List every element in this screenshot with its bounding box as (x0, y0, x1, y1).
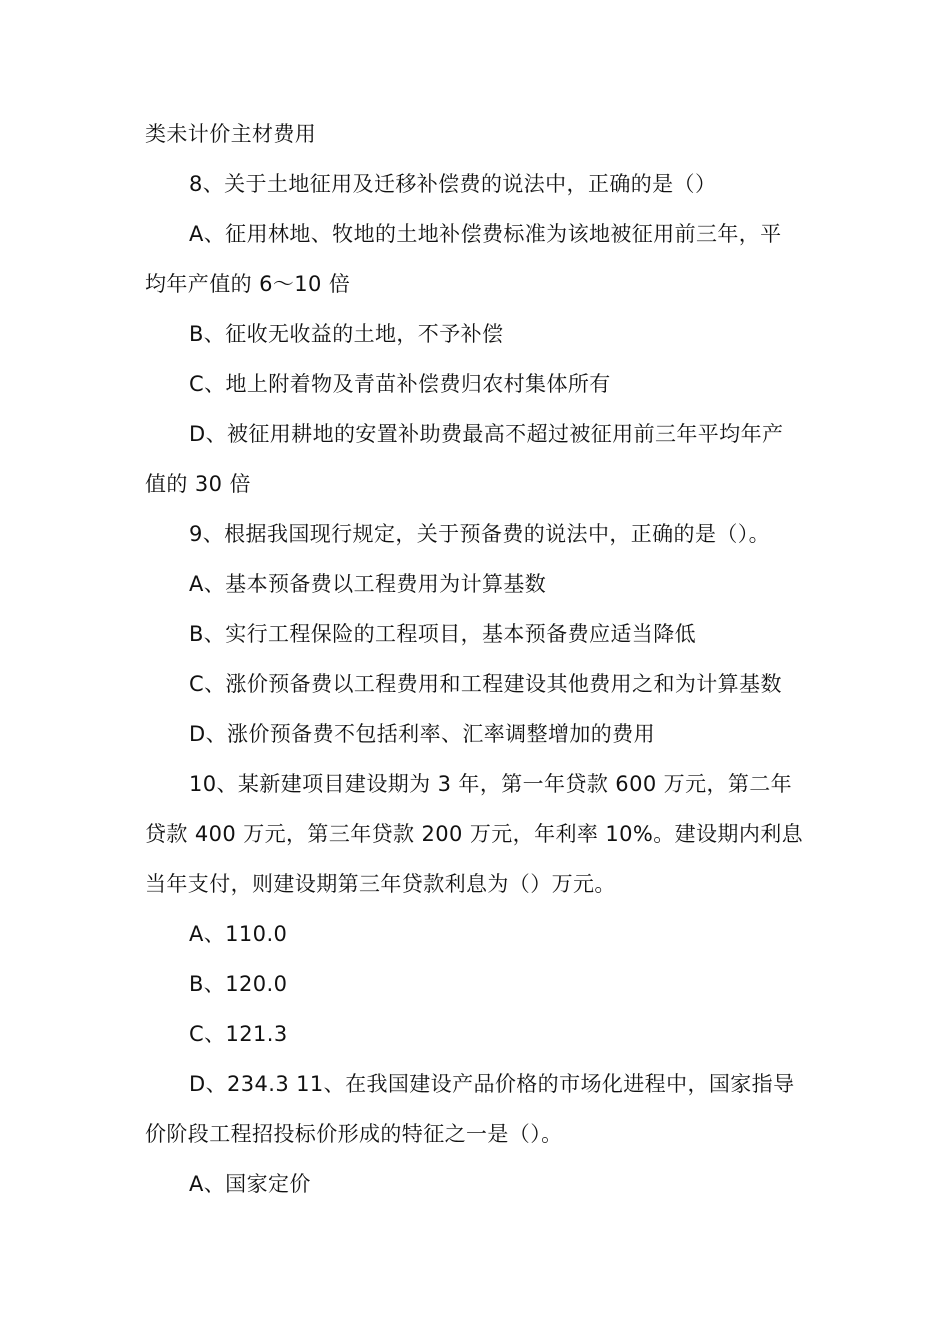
q9-option-c: C、涨价预备费以工程费用和工程建设其他费用之和为计算基数 (189, 672, 782, 696)
text-line-continuation: 类未计价主材费用 (145, 122, 317, 146)
q9-option-d: D、涨价预备费不包括利率、汇率调整增加的费用 (189, 722, 655, 746)
question-10-cont-2: 当年支付，则建设期第三年贷款利息为（）万元。 (145, 872, 616, 896)
question-9: 9、根据我国现行规定，关于预备费的说法中，正确的是（）。 (189, 522, 771, 546)
question-11-cont: 价阶段工程招投标价形成的特征之一是（）。 (145, 1122, 563, 1146)
q10-option-a: A、110.0 (189, 922, 288, 946)
q8-option-a-cont: 均年产值的 6～10 倍 (145, 272, 351, 296)
question-10-cont-1: 贷款 400 万元，第三年贷款 200 万元，年利率 10%。建设期内利息 (145, 822, 804, 846)
q11-option-a: A、国家定价 (189, 1172, 311, 1196)
q8-option-a: A、征用林地、牧地的土地补偿费标准为该地被征用前三年，平 (189, 222, 782, 246)
q9-option-b: B、实行工程保险的工程项目，基本预备费应适当降低 (189, 622, 697, 646)
q10-option-d-and-question-11: D、234.3 11、在我国建设产品价格的市场化进程中，国家指导 (189, 1072, 795, 1096)
q8-option-d: D、被征用耕地的安置补助费最高不超过被征用前三年平均年产 (189, 422, 784, 446)
q8-option-c: C、地上附着物及青苗补偿费归农村集体所有 (189, 372, 611, 396)
q8-option-b: B、征收无收益的土地，不予补偿 (189, 322, 504, 346)
q10-option-b: B、120.0 (189, 972, 288, 996)
q8-option-d-cont: 值的 30 倍 (145, 472, 251, 496)
question-8: 8、关于土地征用及迁移补偿费的说法中，正确的是（） (189, 172, 717, 196)
q10-option-c: C、121.3 (189, 1022, 288, 1046)
question-10: 10、某新建项目建设期为 3 年，第一年贷款 600 万元，第二年 (189, 772, 793, 796)
q9-option-a: A、基本预备费以工程费用为计算基数 (189, 572, 547, 596)
